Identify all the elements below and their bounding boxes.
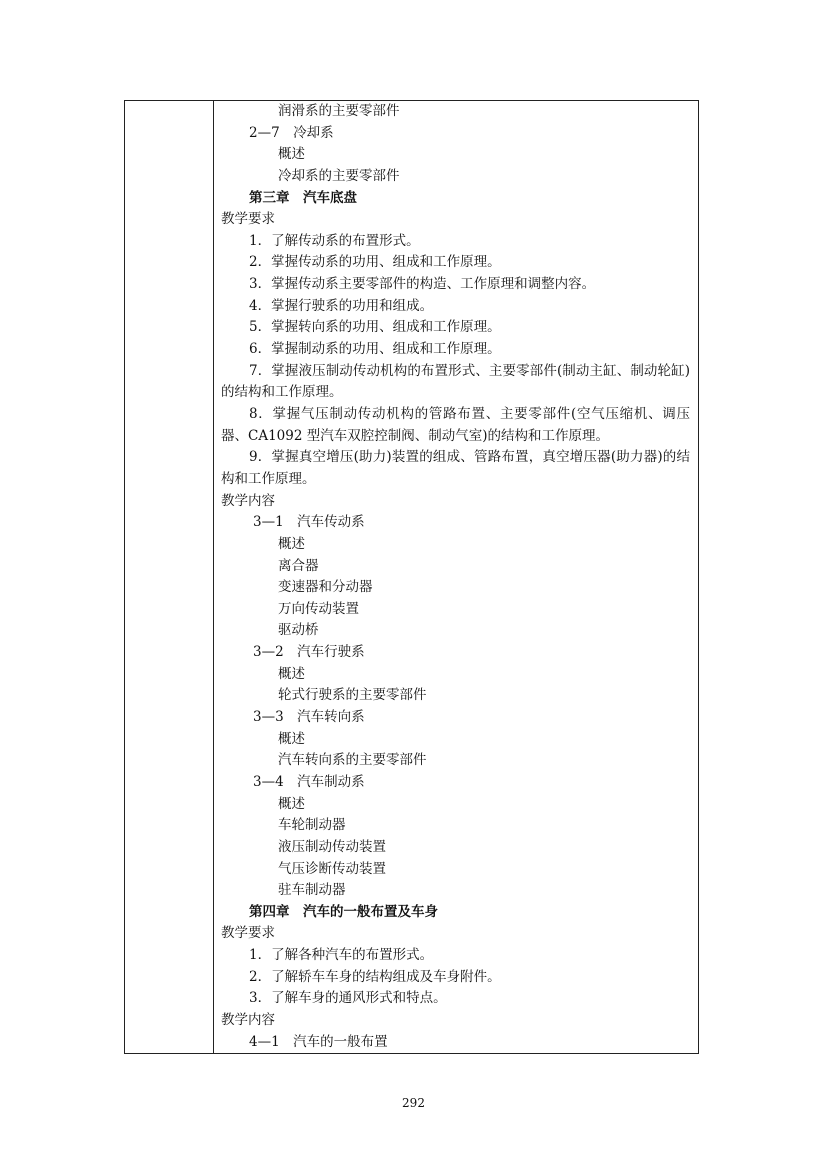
- requirement-item: 2．掌握传动系的功用、组成和工作原理。: [249, 254, 501, 271]
- requirement-item: 2．了解轿车车身的结构组成及车身附件。: [249, 968, 501, 985]
- text-line: 概述: [278, 665, 305, 682]
- section-heading: 4—1 汽车的一般布置: [249, 1033, 388, 1050]
- requirement-item: 7．掌握液压制动传动机构的布置形式、主要零部件(制动主缸、制动轮缸)的结构和工作原理。: [221, 362, 690, 401]
- text-line: 概述: [278, 795, 305, 812]
- text-line: 概述: [278, 535, 305, 552]
- text-line: 变速器和分动器: [278, 579, 373, 596]
- section-heading: 2—7 冷却系: [249, 124, 334, 141]
- text-line: 概述: [278, 730, 305, 747]
- chapter-title: 第四章 汽车的一般布置及车身: [249, 903, 438, 920]
- requirement-item: 5．掌握转向系的功用、组成和工作原理。: [249, 319, 501, 336]
- section-heading: 3—4 汽车制动系: [253, 773, 365, 790]
- section-heading: 3—1 汽车传动系: [253, 514, 365, 531]
- subheading: 教学要求: [221, 925, 275, 942]
- page-number: 292: [402, 1096, 425, 1110]
- requirement-item: 3．掌握传动系主要零部件的构造、工作原理和调整内容。: [249, 276, 596, 293]
- text-line: 车轮制动器: [278, 817, 346, 834]
- requirement-item: 1．了解传动系的布置形式。: [249, 232, 420, 249]
- text-line: 冷却系的主要零部件: [278, 167, 400, 184]
- column-divider: [213, 101, 214, 1053]
- requirement-item: 4．掌握行驶系的功用和组成。: [249, 297, 434, 314]
- text-line: 万向传动装置: [278, 600, 359, 617]
- subheading: 教学要求: [221, 211, 275, 228]
- text-line: 液压制动传动装置: [278, 838, 386, 855]
- section-heading: 3—2 汽车行驶系: [253, 644, 365, 661]
- text-line: 汽车转向系的主要零部件: [278, 752, 427, 769]
- text-line: 气压诊断传动装置: [278, 860, 386, 877]
- requirement-item: 3．了解车身的通风形式和特点。: [249, 990, 447, 1007]
- section-heading: 3—3 汽车转向系: [253, 709, 365, 726]
- syllabus-table: [124, 100, 699, 1054]
- text-line: 驱动桥: [278, 622, 319, 639]
- chapter-title: 第三章 汽车底盘: [249, 189, 357, 206]
- text-line: 离合器: [278, 557, 319, 574]
- text-line: 润滑系的主要零部件: [278, 103, 400, 119]
- requirement-item: 8．掌握气压制动传动机构的管路布置、主要零部件(空气压缩机、调压器、CA1092 型汽车双腔控制阀、制动气室)的结构和工作原理。: [221, 406, 690, 444]
- requirement-item: 1．了解各种汽车的布置形式。: [249, 947, 434, 964]
- text-line: 驻车制动器: [278, 882, 346, 899]
- text-line: 概述: [278, 146, 305, 163]
- syllabus-content: [221, 101, 690, 1053]
- subheading: 教学内容: [221, 1012, 275, 1028]
- text-line: 轮式行驶系的主要零部件: [278, 687, 427, 704]
- requirement-item: 9．掌握真空增压(助力)装置的组成、管路布置，真空增压器(助力器)的结构和工作原理。: [221, 449, 690, 487]
- subheading: 教学内容: [221, 492, 275, 509]
- requirement-item: 6．掌握制动系的功用、组成和工作原理。: [249, 341, 501, 358]
